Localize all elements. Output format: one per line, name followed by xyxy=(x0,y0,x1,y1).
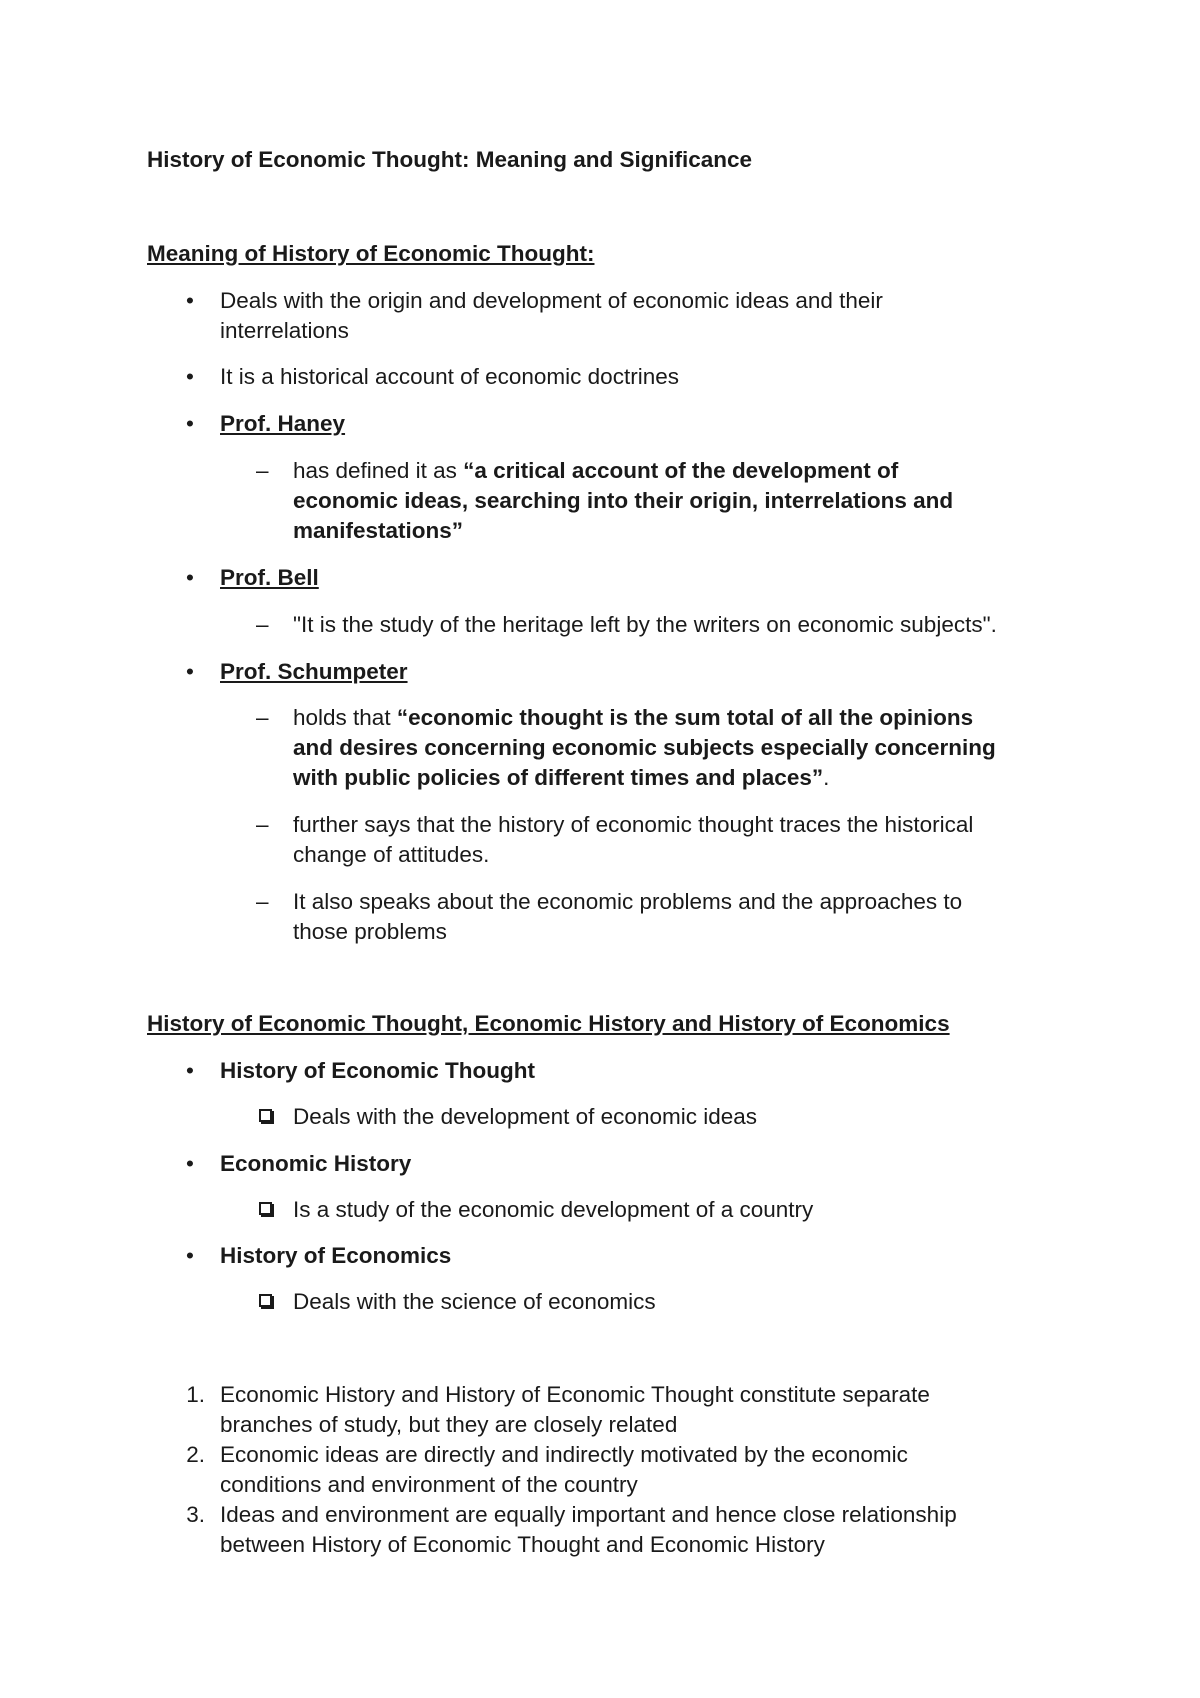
numbered-item: Ideas and environment are equally important and hence close relationship between History of Economic Thought and Economic History xyxy=(220,1502,957,1557)
dash-icon: – xyxy=(256,612,269,637)
bullet-icon: • xyxy=(186,364,194,389)
dash-icon: – xyxy=(256,705,269,730)
bullet-icon: • xyxy=(186,1243,194,1268)
author-name-bell: Prof. Bell xyxy=(220,565,319,590)
bullet-icon: • xyxy=(186,288,194,313)
bullet-icon: • xyxy=(186,411,194,436)
list-item: It is a historical account of economic doctrines xyxy=(220,364,679,389)
checkbox-square-icon xyxy=(259,1202,272,1215)
list-item: Is a study of the economic development of a country xyxy=(293,1197,814,1222)
list-item-label: History of Economic Thought xyxy=(220,1058,535,1083)
dash-icon: – xyxy=(256,812,269,837)
dash-icon: – xyxy=(256,458,269,483)
bullet-icon: • xyxy=(186,565,194,590)
definition-schumpeter: holds that “economic thought is the sum total of all the opinions and desires concerning economic subjects especially concerning with public policies of different times and places”. xyxy=(293,705,996,790)
list-item: Deals with the development of economic ideas xyxy=(293,1104,758,1129)
list-number: 3. xyxy=(186,1502,205,1527)
checkbox-square-icon xyxy=(259,1294,272,1307)
list-item-label: History of Economics xyxy=(220,1243,452,1268)
numbered-item: Economic History and History of Economic Thought constitute separate branches of study, but they are closely related xyxy=(220,1382,930,1437)
list-item: further says that the history of economic thought traces the historical change of attitudes. xyxy=(293,812,974,867)
numbered-item: Economic ideas are directly and indirectly motivated by the economic conditions and environment of the country xyxy=(220,1442,908,1497)
list-number: 2. xyxy=(186,1442,205,1467)
document-title: History of Economic Thought: Meaning and Significance xyxy=(147,147,753,172)
bullet-icon: • xyxy=(186,1151,194,1176)
list-item: Deals with the origin and development of economic ideas and their interrelations xyxy=(220,288,883,343)
list-item: It also speaks about the economic problems and the approaches to those problems xyxy=(293,889,963,944)
author-name-schumpeter: Prof. Schumpeter xyxy=(220,659,408,684)
bullet-icon: • xyxy=(186,659,194,684)
author-name-haney: Prof. Haney xyxy=(220,411,346,436)
bullet-icon: • xyxy=(186,1058,194,1083)
list-item: Deals with the science of economics xyxy=(293,1289,656,1314)
section-heading-meaning: Meaning of History of Economic Thought: xyxy=(147,241,595,266)
list-item-label: Economic History xyxy=(220,1151,412,1176)
definition-bell: "It is the study of the heritage left by the writers on economic subjects". xyxy=(293,612,997,637)
dash-icon: – xyxy=(256,889,269,914)
checkbox-square-icon xyxy=(259,1109,272,1122)
section-heading-comparison: History of Economic Thought, Economic History and History of Economics xyxy=(147,1011,950,1036)
definition-haney: has defined it as “a critical account of the development of economic ideas, searching into their origin, interrelations and manifestations” xyxy=(293,458,954,543)
list-number: 1. xyxy=(186,1382,205,1407)
